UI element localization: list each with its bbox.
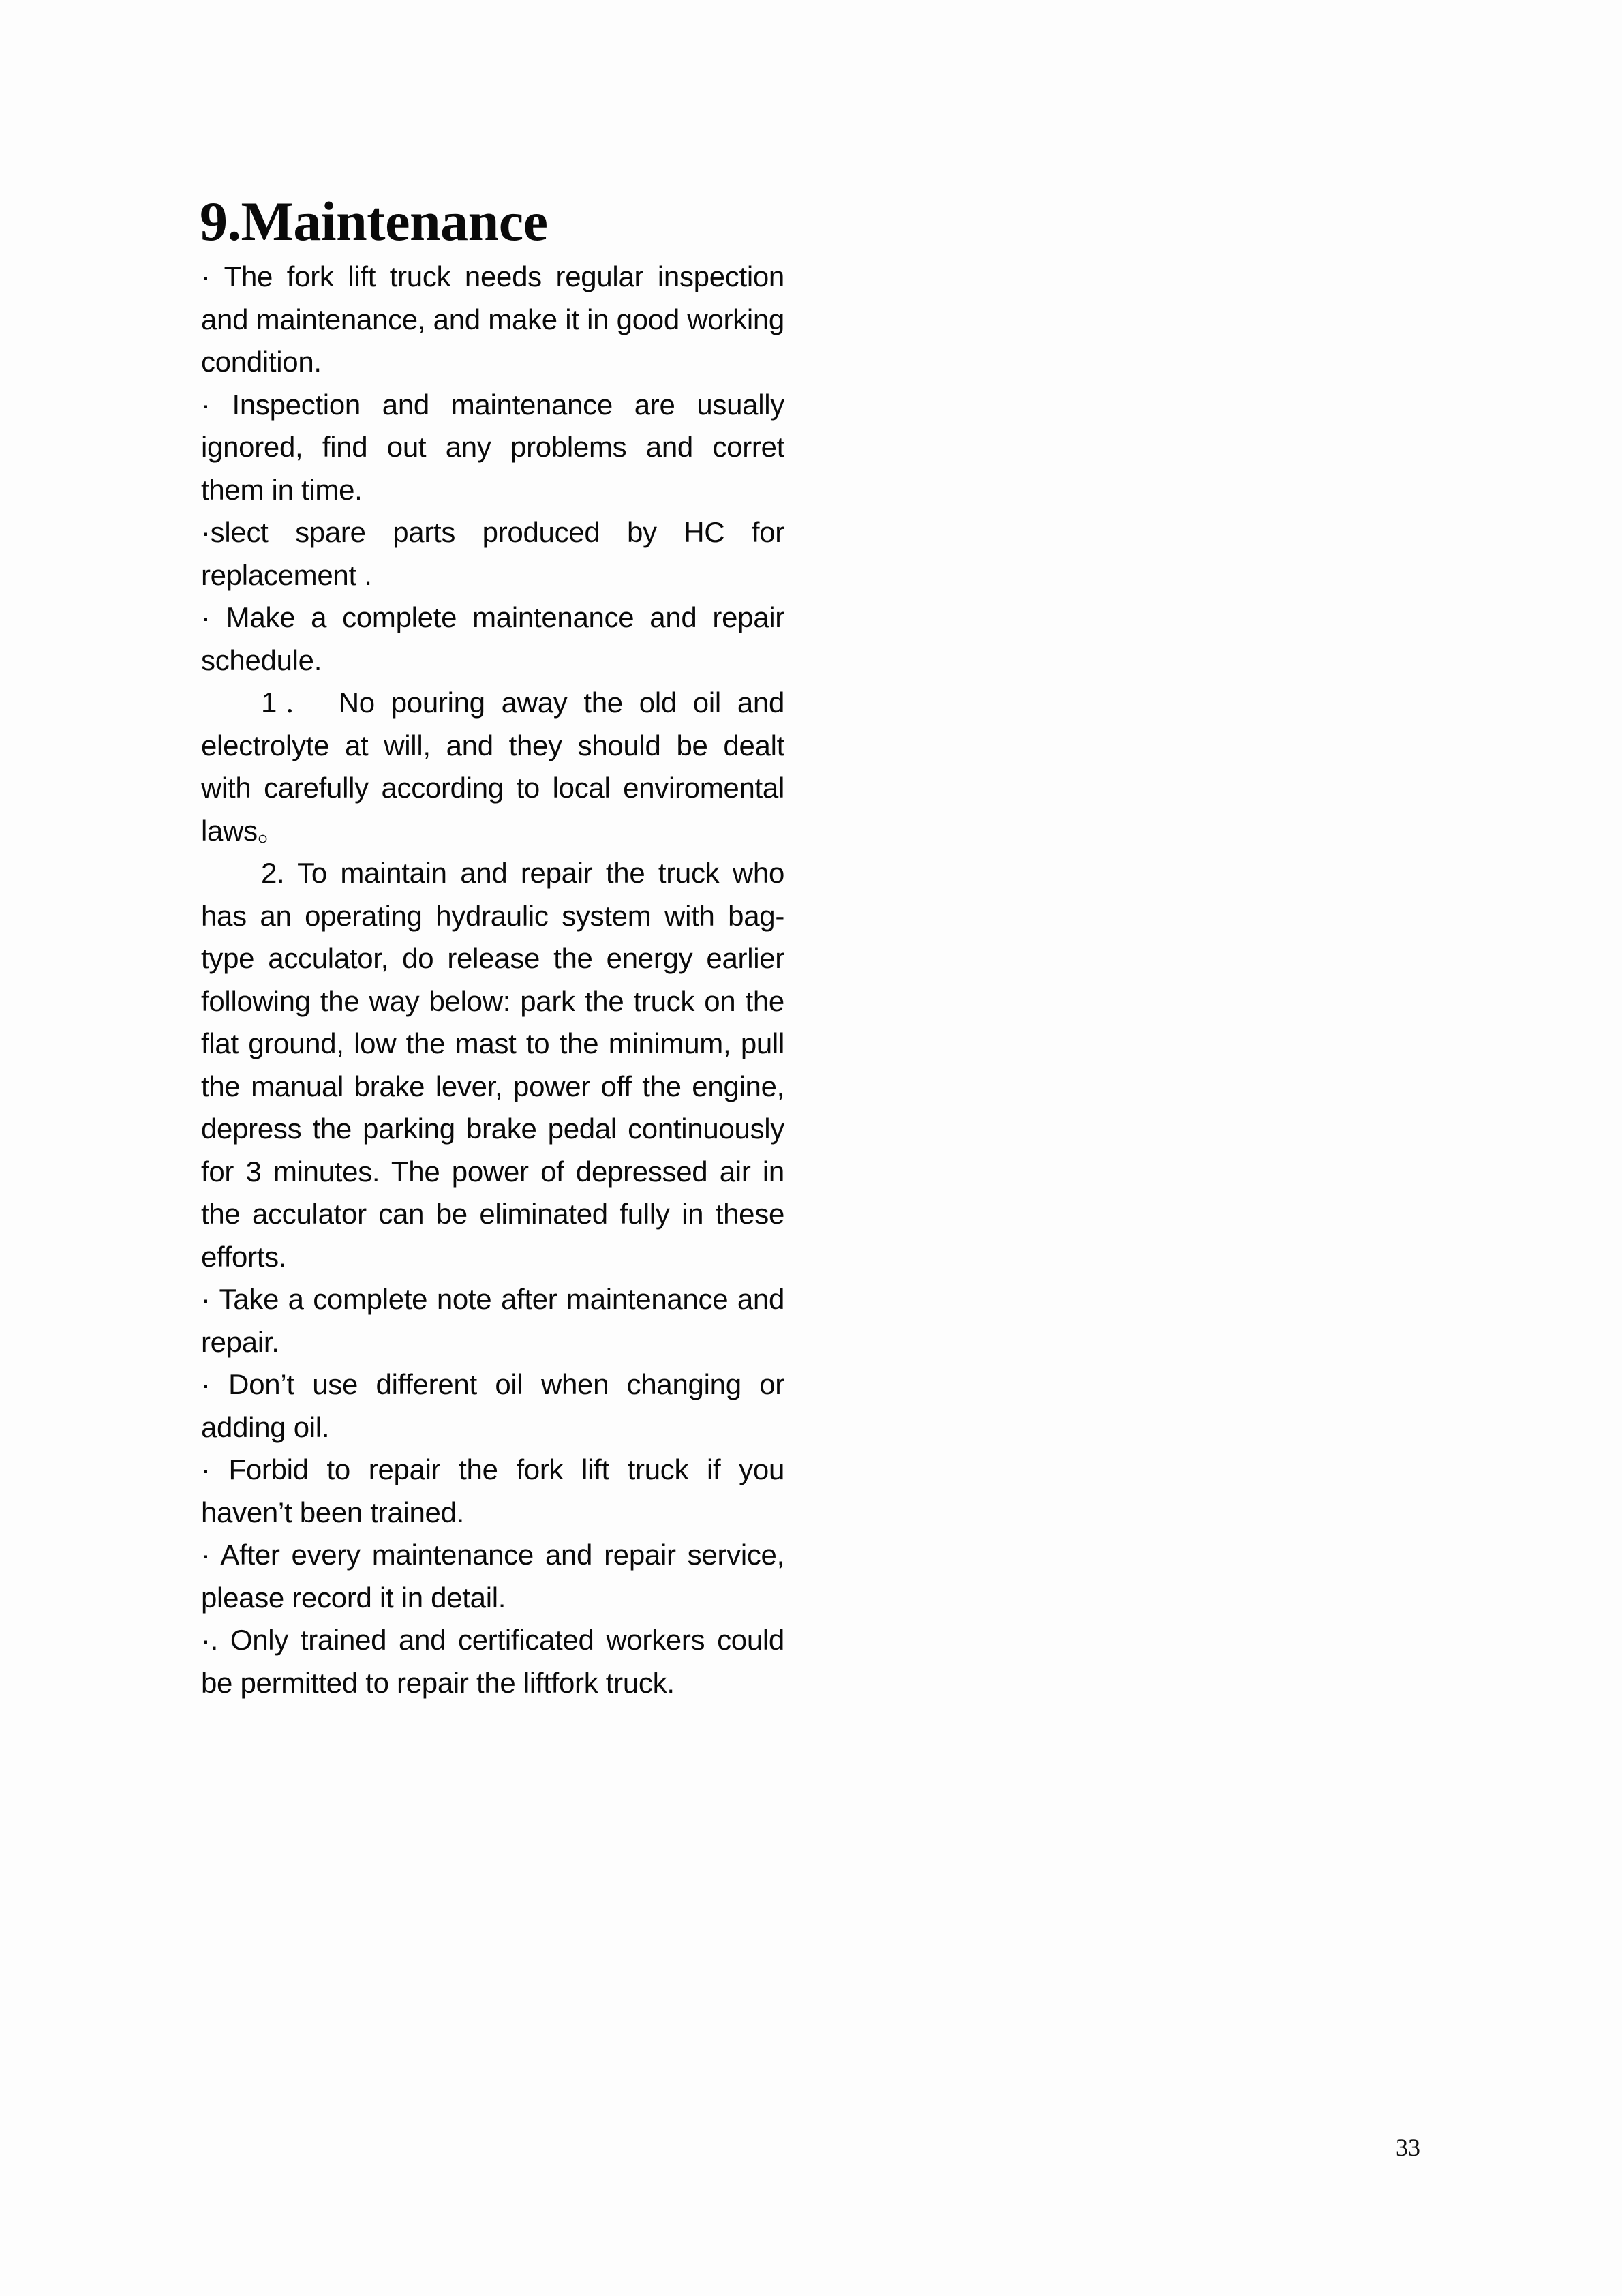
paragraph-take-note: · Take a complete note after maintenance and repair. [201,1283,784,1358]
numbered-item-1-oil-disposal: 1． No pouring away the old oil and electrolyte at will, and they should be dealt with carefully according to local enviromental laws。 [201,686,784,847]
paragraph-oil-type: · Don’t use different oil when changing or adding oil. [201,1368,784,1443]
page-number: 33 [1396,2134,1420,2161]
section-title: 9.Maintenance [200,190,548,252]
paragraph-regular-inspection: · The fork lift truck needs regular inspection and maintenance, and make it in good working condition. [201,260,784,378]
numbered-item-2-acculator-release: 2. To maintain and repair the truck who has an operating hydraulic system with bag-type acculator, do release the energy earlier following the way below: park the truck on the flat ground, low the mast to the minimum, pull the manual brake lever, power off the engine, depress the parking brake pedal continuously for 3 minutes. The power of depressed air in the acculator can be eliminated fully in these efforts. [201,857,784,1273]
maintenance-section [201,187,784,1704]
paragraph-spare-parts: ·slect spare parts produced by HC for replacement . [201,516,784,591]
paragraph-training-required: · Forbid to repair the fork lift truck if you haven’t been trained. [201,1453,784,1528]
paragraph-certified-workers: ·. Only trained and certificated workers could be permitted to repair the liftfork truck. [201,1624,784,1699]
paragraph-inspection-ignored: · Inspection and maintenance are usually ignored, find out any problems and corret them in time. [201,388,784,506]
paragraph-maintenance-schedule: · Make a complete maintenance and repair schedule. [201,601,784,676]
paragraph-record-service: · After every maintenance and repair service, please record it in detail. [201,1539,784,1614]
